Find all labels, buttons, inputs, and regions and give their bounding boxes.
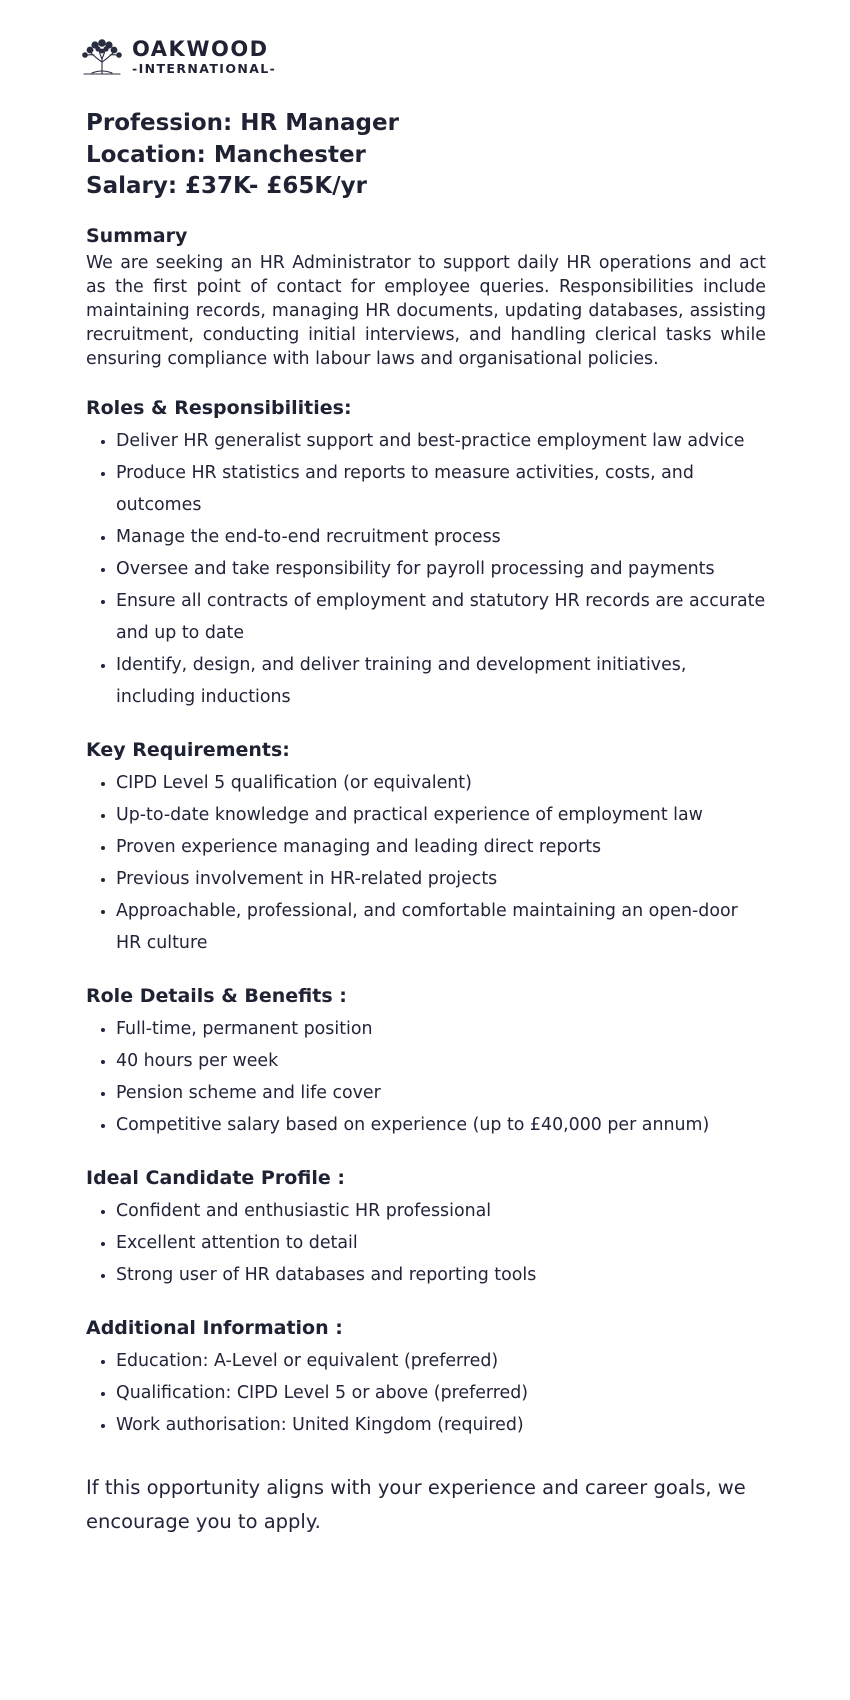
summary-heading: Summary (86, 224, 188, 247)
list-item: • Qualification: CIPD Level 5 or above (preferred) (116, 1377, 766, 1409)
list-item: • Ensure all contracts of employment and statutory HR records are accurate and up to date (116, 585, 766, 649)
list-item: • Previous involvement in HR-related projects (116, 863, 766, 895)
closing-statement: If this opportunity aligns with your experience and career goals, we encourage you to apply. (86, 1475, 746, 1533)
posting-content (86, 108, 766, 1558)
list-item: • CIPD Level 5 qualification (or equivalent) (116, 767, 766, 799)
requirements-heading: Key Requirements: (86, 738, 290, 761)
salary-title: Salary: £37K- £65K/yr (86, 173, 367, 199)
oak-tree-icon (78, 38, 126, 76)
list-item: • Oversee and take responsibility for payroll processing and payments (116, 553, 766, 585)
list-item: • Full-time, permanent position (116, 1013, 766, 1045)
list-item: • Confident and enthusiastic HR professional (116, 1195, 766, 1227)
list-item: • Identify, design, and deliver training and development initiatives, including inductions (116, 649, 766, 713)
list-item: • Competitive salary based on experience (up to £40,000 per annum) (116, 1109, 766, 1141)
summary-text: We are seeking an HR Administrator to support daily HR operations and act as the first point of contact for employee queries. Responsibilities include maintaining records, managing HR documents, updating databases, assisting recruitment, conducting initial interviews, and handling clerical tasks while ensuring compliance with labour laws and organisational policies. (86, 252, 766, 369)
list-item: • Pension scheme and life cover (116, 1077, 766, 1109)
list-item: • Proven experience managing and leading direct reports (116, 831, 766, 863)
profession-title: Profession: HR Manager (86, 110, 399, 136)
list-item: • Education: A-Level or equivalent (preferred) (116, 1345, 766, 1377)
list-item: • Up-to-date knowledge and practical experience of employment law (116, 799, 766, 831)
requirements-list (86, 767, 766, 959)
list-item: • Work authorisation: United Kingdom (required) (116, 1409, 766, 1441)
additional-heading: Additional Information : (86, 1316, 343, 1339)
candidate-list (86, 1195, 766, 1291)
list-item: • Excellent attention to detail (116, 1227, 766, 1259)
roles-heading: Roles & Responsibilities: (86, 396, 352, 419)
location-title: Location: Manchester (86, 141, 366, 168)
logo-name: OAKWOOD (132, 36, 269, 61)
list-item: • Strong user of HR databases and reporting tools (116, 1259, 766, 1291)
list-item: • Produce HR statistics and reports to measure activities, costs, and outcomes (116, 457, 766, 521)
list-item: • Approachable, professional, and comfortable maintaining an open-door HR culture (116, 895, 766, 959)
benefits-list (86, 1013, 766, 1141)
candidate-heading: Ideal Candidate Profile : (86, 1166, 345, 1189)
benefits-heading: Role Details & Benefits : (86, 984, 347, 1007)
logo-subtitle: -INTERNATIONAL- (132, 60, 277, 76)
roles-list (86, 425, 766, 713)
list-item: • Deliver HR generalist support and best-practice employment law advice (116, 425, 766, 457)
company-logo (78, 38, 276, 76)
additional-list (86, 1345, 766, 1441)
list-item: • 40 hours per week (116, 1045, 766, 1077)
list-item: • Manage the end-to-end recruitment process (116, 521, 766, 553)
